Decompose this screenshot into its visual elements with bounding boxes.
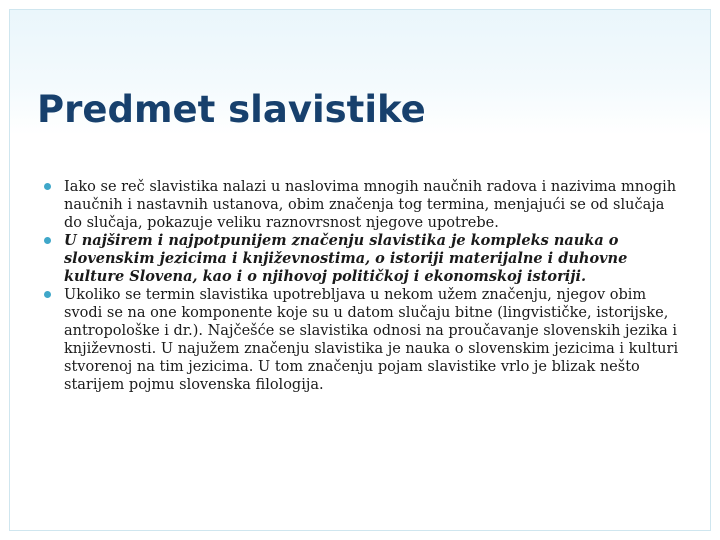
- slide-title: Predmet slavistike: [37, 88, 426, 131]
- bullet-text: Ukoliko se termin slavistika upotrebljava u nekom užem značenju, njegov obim svodi se na one komponente koje su u datom slučaju bitne (lingvističke, istorijske, antropološke i dr.). Najčešće se slavistika odnosi na proučavanje slovenskih jezika i književnosti. U najužem značenju slavistika je nauka o slovenskim jezicima i kulturi stvorenoj na tim jezicima. U tom značenju pojam slavistike vrlo je blizak nešto starijem pojmu slovenska filologija.: [64, 287, 679, 393]
- bullet-item: [44, 286, 684, 394]
- bullet-item: [44, 178, 684, 232]
- bullet-list: [44, 178, 684, 394]
- bullet-text: U najširem i najpotpunijem značenju slavistika je kompleks nauka o slovenskim jezicima i književnostima, o istoriji materijalne i duhovne kulture Slovena, kao i o njihovoj političkoj i ekonomskoj istoriji.: [64, 232, 628, 285]
- bullet-item-emphasized: [44, 232, 684, 286]
- bullet-text: Iako se reč slavistika nalazi u naslovima mnogih naučnih radova i nazivima mnogih naučnih i nastavnih ustanova, obim značenja tog termina, menjajući se od slučaja do slučaja, pokazuje veliku raznovrsnost njegove upotrebe.: [64, 179, 677, 231]
- bullet-dot-icon: [44, 237, 51, 244]
- bullet-dot-icon: [44, 183, 51, 190]
- bullet-dot-icon: [44, 291, 51, 298]
